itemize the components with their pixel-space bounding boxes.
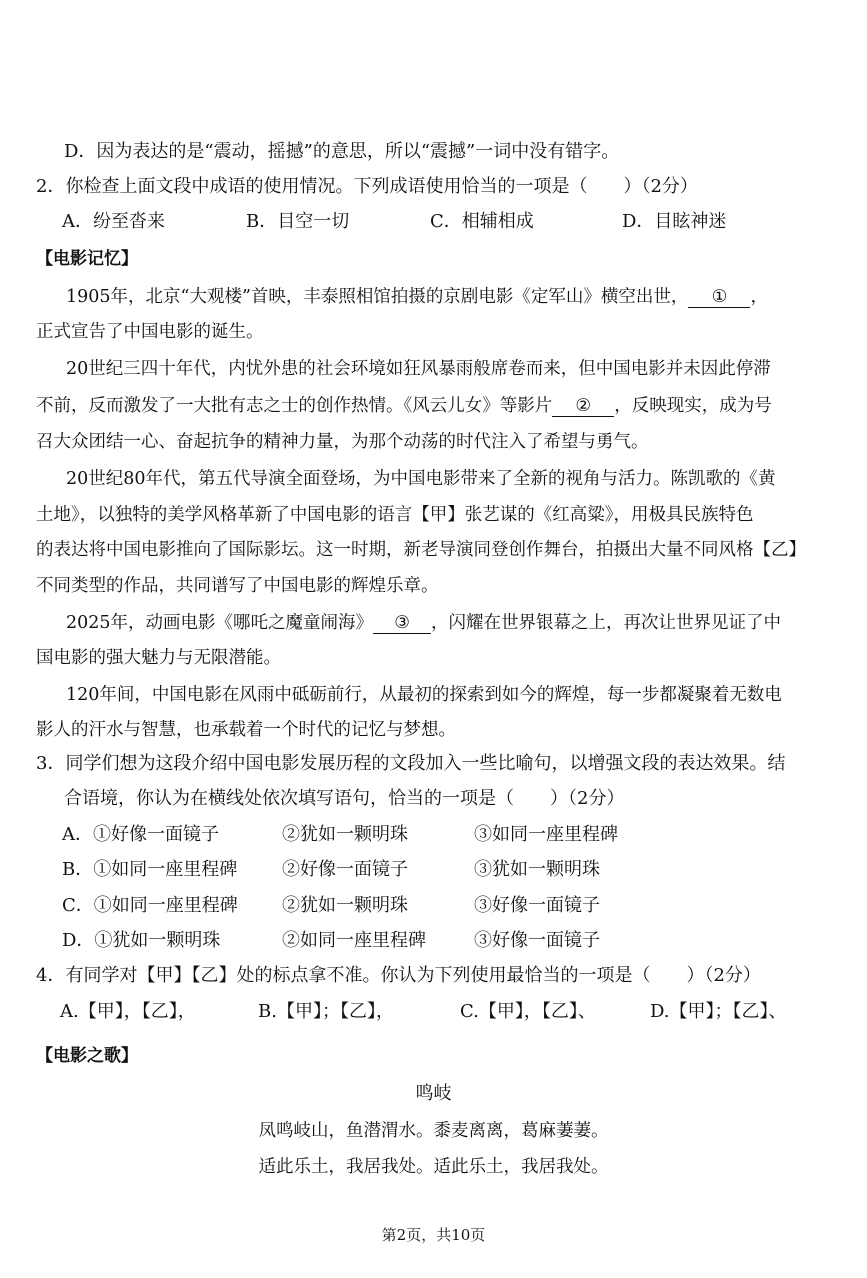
para2-line3: 召大众团结一心、奋起抗争的精神力量，为那个动荡的时代注入了希望与勇气。 (36, 432, 649, 452)
section-title-memory: 【电影记忆】 (36, 249, 138, 269)
para3-line4: 不同类型的作品，共同谱写了中国电影的辉煌乐章。 (36, 576, 439, 596)
q3-b-2: ②好像一面镜子 (282, 859, 408, 880)
q3-c-1: C．①如同一座里程碑 (62, 895, 238, 916)
para1-line2: 正式宣告了中国电影的诞生。 (36, 322, 264, 342)
para5-line1: 120年间，中国电影在风雨中砥砺前行，从最初的探索到如今的辉煌，每一步都凝聚着无数电 (66, 685, 782, 705)
poem-title: 鸣岐 (415, 1083, 452, 1104)
para4-line2: 国电影的强大魅力与无限潜能。 (36, 648, 281, 668)
para1-text-a: 1905年，北京“大观楼”首映，丰泰照相馆拍摄的京剧电影《定军山》横空出世， (66, 287, 689, 307)
q4-option-c: C.【甲】，【乙】、 (460, 1001, 596, 1022)
para4-line1 (66, 611, 781, 635)
para2-line2 (36, 394, 772, 418)
q3-c-3: ③好像一面镜子 (474, 895, 600, 916)
poem-line2: 适此乐土，我居我处。适此乐土，我居我处。 (258, 1157, 609, 1177)
q3-a-1: A．①好像一面镜子 (62, 824, 219, 845)
q2-option-a: A．纷至沓来 (62, 211, 165, 232)
para2-text-b: ，反映现实，成为号 (614, 396, 772, 416)
q3-a-3: ③如同一座里程碑 (474, 824, 618, 845)
q3-b-3: ③犹如一颗明珠 (474, 859, 600, 880)
para4-text-b: ，闪耀在世界银幕之上，再次让世界见证了中 (431, 613, 782, 633)
q3-stem-line2: 合语境，你认为在横线处依次填写语句，恰当的一项是（ ）（2分） (64, 788, 625, 809)
para1-line1 (66, 285, 768, 309)
q2-option-c: C．相辅相成 (430, 211, 534, 232)
para2-line1: 20世纪三四十年代，内忧外患的社会环境如狂风暴雨般席卷而来，但中国电影并未因此停滞 (66, 359, 771, 379)
q4-option-d: D.【甲】；【乙】、 (650, 1001, 787, 1022)
q2-stem: 2．你检查上面文段中成语的使用情况。下列成语使用恰当的一项是（ ）（2分） (36, 176, 698, 197)
blank-2: ② (552, 396, 614, 417)
q3-b-1: B．①如同一座里程碑 (62, 859, 238, 880)
q2-option-b: B．目空一切 (246, 211, 350, 232)
q3-c-2: ②犹如一颗明珠 (282, 895, 408, 916)
page-footer: 第2页，共10页 (381, 1226, 486, 1244)
para1-text-b: ， (750, 287, 768, 307)
q4-stem: 4．有同学对【甲】【乙】处的标点拿不准。你认为下列使用最恰当的一项是（ ）（2分） (36, 965, 761, 986)
q3-stem-line1: 3．同学们想为这段介绍中国电影发展历程的文段加入一些比喻句，以增强文段的表达效果。结 (36, 753, 786, 774)
section-title-song: 【电影之歌】 (36, 1046, 138, 1066)
para3-line3: 的表达将中国电影推向了国际影坛。这一时期，新老导演同登创作舞台，拍摄出大量不同风格【乙】 (36, 540, 806, 560)
q3-d-1: D．①犹如一颗明珠 (62, 930, 221, 951)
q3-a-2: ②犹如一颗明珠 (282, 824, 408, 845)
q1-option-d: D．因为表达的是“震动，摇撼”的意思，所以“震撼”一词中没有错字。 (64, 141, 620, 162)
blank-3: ③ (373, 613, 431, 634)
para4-text-a: 2025年，动画电影《哪吒之魔童闹海》 (66, 613, 374, 633)
q3-d-2: ②如同一座里程碑 (282, 930, 426, 951)
poem-line1: 凤鸣岐山，鱼潜渭水。黍麦离离，葛麻萋萋。 (258, 1121, 609, 1141)
q4-option-a: A.【甲】，【乙】， (60, 1001, 196, 1022)
para3-line1: 20世纪80年代，第五代导演全面登场，为中国电影带来了全新的视角与活力。陈凯歌的《黄 (66, 469, 776, 489)
para2-text-a: 不前，反而激发了一大批有志之士的创作热情。《风云儿女》等影片 (36, 396, 553, 416)
para5-line2: 影人的汗水与智慧，也承载着一个时代的记忆与梦想。 (36, 720, 456, 740)
blank-1: ① (688, 287, 750, 308)
q4-option-b: B.【甲】；【乙】， (258, 1001, 394, 1022)
q2-option-d: D．目眩神迷 (622, 211, 727, 232)
q3-d-3: ③好像一面镜子 (474, 930, 600, 951)
para3-line2: 土地》，以独特的美学风格革新了中国电影的语言【甲】张艺谋的《红高粱》，用极具民族特色 (36, 505, 754, 525)
